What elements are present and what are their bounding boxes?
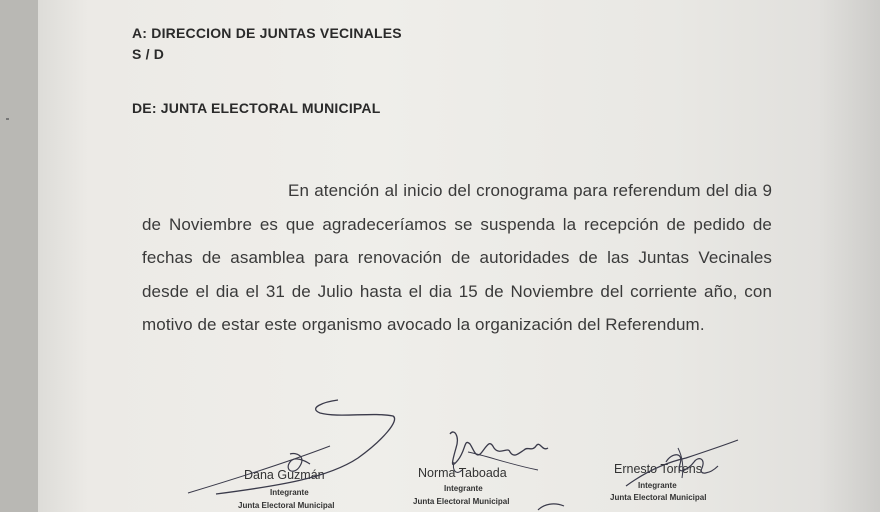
paper-mark — [6, 118, 9, 120]
signature-org-2: Junta Electoral Municipal — [413, 497, 510, 506]
letter-page — [38, 0, 880, 512]
signature-name-1: Dana Guzmán — [244, 468, 325, 482]
signature-name-2: Norma Taboada — [418, 466, 507, 480]
signature-role-1: Integrante — [270, 488, 309, 497]
sender-line: DE: JUNTA ELECTORAL MUNICIPAL — [132, 100, 381, 116]
signature-scribble-2 — [450, 432, 548, 465]
signature-role-2: Integrante — [444, 484, 483, 493]
letter-body: En atención al inicio del cronograma para referendum del dia 9 de Noviembre es que agradeceríamos se suspenda la recepción de pedido de fechas de asamblea para renovación de autoridades de las Juntas Vecinales desde el dia el 31 de Julio hasta el dia 15 de Noviembre del corriente año, con motivo de estar este organismo avocado la organización del Referendum. — [142, 181, 772, 334]
signature-name-3: Ernesto Torrens — [614, 462, 703, 476]
signature-role-3: Integrante — [638, 481, 677, 490]
signature-org-1: Junta Electoral Municipal — [238, 501, 335, 510]
sd-line: S / D — [132, 46, 165, 62]
recipient-line: A: DIRECCION DE JUNTAS VECINALES — [132, 25, 402, 41]
signature-org-3: Junta Electoral Municipal — [610, 493, 707, 502]
